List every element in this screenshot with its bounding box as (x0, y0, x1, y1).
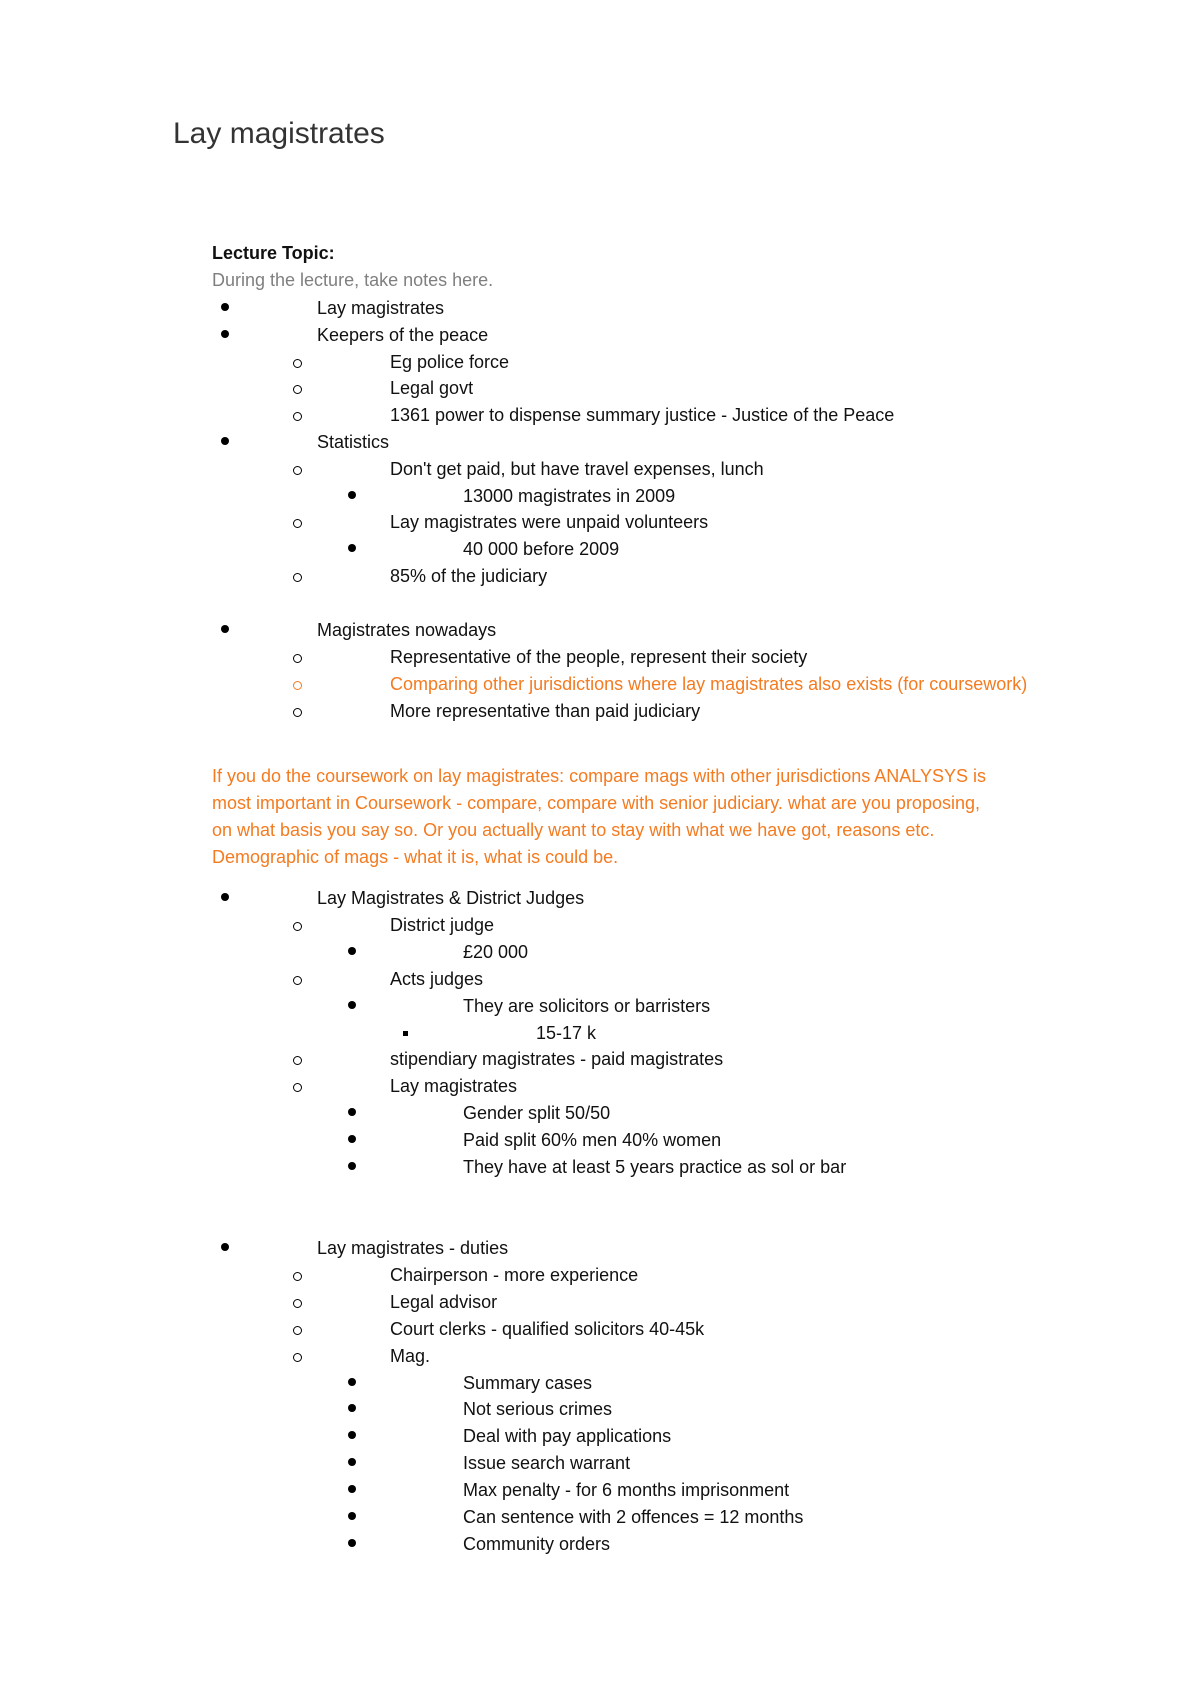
list-item (0, 295, 1200, 322)
list-item-text: Summary cases (463, 1373, 593, 1393)
list-item-text: Lay magistrates were unpaid volunteers (390, 512, 709, 532)
list-item (0, 1046, 1200, 1073)
list-item (0, 698, 1200, 725)
disc-bullet-icon (216, 322, 236, 349)
disc-bullet-icon (216, 885, 236, 912)
disc-bullet-icon (343, 1504, 363, 1531)
list-item-text: Paid split 60% men 40% women (463, 1130, 722, 1150)
list-item-text: Deal with pay applications (463, 1426, 672, 1446)
disc-bullet-icon (343, 536, 363, 563)
disc-bullet-icon (343, 1100, 363, 1127)
list-item-text: stipendiary magistrates - paid magistrates (390, 1049, 724, 1069)
circle-bullet-icon (289, 349, 309, 376)
disc-bullet-icon (343, 1477, 363, 1504)
list-item (0, 1289, 1200, 1316)
circle-bullet-icon (289, 1343, 309, 1370)
list-item (0, 375, 1200, 402)
list-item-text: 85% of the judiciary (390, 566, 548, 586)
circle-bullet-icon (289, 698, 309, 725)
circle-bullet-icon (289, 375, 309, 402)
coursework-note-line: most important in Coursework - compare, compare with senior judiciary. what are you proposing, (212, 793, 980, 813)
list-item (0, 1073, 1200, 1100)
circle-bullet-icon (289, 966, 309, 993)
list-item (0, 966, 1200, 993)
disc-bullet-icon (216, 1235, 236, 1262)
list-item (0, 1423, 1200, 1450)
list-item-text: Lay magistrates (317, 298, 445, 318)
list-item-text: They are solicitors or barristers (463, 996, 711, 1016)
circle-bullet-icon (289, 509, 309, 536)
square-bullet-icon (398, 1020, 418, 1047)
disc-bullet-icon (343, 483, 363, 510)
list-item-text: Mag. (390, 1346, 431, 1366)
list-item-text: Not serious crimes (463, 1399, 613, 1419)
list-item (0, 1450, 1200, 1477)
coursework-note (212, 763, 1112, 871)
circle-bullet-icon (289, 1289, 309, 1316)
disc-bullet-icon (216, 617, 236, 644)
lecture-topic-label: Lecture Topic: (212, 243, 335, 263)
list-item-text: District judge (390, 915, 495, 935)
circle-bullet-icon (289, 912, 309, 939)
list-item (0, 1477, 1200, 1504)
list-item (0, 912, 1200, 939)
disc-bullet-icon (343, 1450, 363, 1477)
circle-bullet-icon (289, 563, 309, 590)
list-item-text: Gender split 50/50 (463, 1103, 611, 1123)
list-item (0, 509, 1200, 536)
disc-bullet-icon (343, 1154, 363, 1181)
list-item-text: Community orders (463, 1534, 611, 1554)
list-item-text: Legal advisor (390, 1292, 498, 1312)
list-item (0, 939, 1200, 966)
coursework-note-line: on what basis you say so. Or you actually want to stay with what we have got, reasons etc. (212, 820, 935, 840)
page-title: Lay magistrates (173, 117, 385, 150)
list-item (0, 429, 1200, 456)
list-item (0, 1343, 1200, 1370)
list-item (0, 1100, 1200, 1127)
circle-bullet-icon (289, 402, 309, 429)
list-item-text: Lay magistrates (390, 1076, 518, 1096)
disc-bullet-icon (343, 939, 363, 966)
list-item (0, 1396, 1200, 1423)
list-item-text: More representative than paid judiciary (390, 701, 701, 721)
disc-bullet-icon (343, 1370, 363, 1397)
disc-bullet-icon (216, 429, 236, 456)
list-item (0, 993, 1200, 1020)
circle-bullet-icon (289, 1073, 309, 1100)
list-item-text: Lay Magistrates & District Judges (317, 888, 585, 908)
list-item-text: Issue search warrant (463, 1453, 631, 1473)
list-item (0, 671, 1200, 698)
list-item-text: Keepers of the peace (317, 325, 489, 345)
list-item-text: Acts judges (390, 969, 484, 989)
list-item (0, 1154, 1200, 1181)
list-item (0, 1531, 1200, 1558)
coursework-note-line: If you do the coursework on lay magistrates: compare mags with other jurisdictions ANALYSYS is (212, 766, 987, 786)
circle-bullet-icon (289, 671, 309, 698)
list-item-text: Chairperson - more experience (390, 1265, 639, 1285)
list-item-text: Can sentence with 2 offences = 12 months (463, 1507, 804, 1527)
list-item (0, 1127, 1200, 1154)
list-item-text: Don't get paid, but have travel expenses, lunch (390, 459, 764, 479)
notes-hint: During the lecture, take notes here. (212, 270, 494, 290)
list-item (0, 1262, 1200, 1289)
disc-bullet-icon (343, 1531, 363, 1558)
list-item (0, 1316, 1200, 1343)
list-item (0, 563, 1200, 590)
list-item-text: Comparing other jurisdictions where lay magistrates also exists (for coursework) (390, 674, 1028, 694)
list-item-text: Statistics (317, 432, 390, 452)
list-item-text: They have at least 5 years practice as sol or bar (463, 1157, 847, 1177)
list-item (0, 644, 1200, 671)
list-item-text: Court clerks - qualified solicitors 40-45k (390, 1319, 705, 1339)
circle-bullet-icon (289, 1046, 309, 1073)
list-item (0, 536, 1200, 563)
circle-bullet-icon (289, 644, 309, 671)
list-item-text: Eg police force (390, 352, 510, 372)
list-item-text: 15-17 k (536, 1023, 597, 1043)
list-item-text: Representative of the people, represent their society (390, 647, 808, 667)
list-item-text: Lay magistrates - duties (317, 1238, 509, 1258)
list-item (0, 1020, 1200, 1047)
list-item-text: 1361 power to dispense summary justice - Justice of the Peace (390, 405, 895, 425)
list-item (0, 885, 1200, 912)
circle-bullet-icon (289, 1316, 309, 1343)
list-item (0, 349, 1200, 376)
list-item (0, 322, 1200, 349)
list-item (0, 402, 1200, 429)
circle-bullet-icon (289, 1262, 309, 1289)
list-item-text: 13000 magistrates in 2009 (463, 486, 676, 506)
list-item-text: Magistrates nowadays (317, 620, 497, 640)
list-item-text: Max penalty - for 6 months imprisonment (463, 1480, 790, 1500)
disc-bullet-icon (343, 1396, 363, 1423)
list-item-text: 40 000 before 2009 (463, 539, 620, 559)
list-item (0, 617, 1200, 644)
list-item-text: £20 000 (463, 942, 529, 962)
list-item (0, 456, 1200, 483)
disc-bullet-icon (343, 1127, 363, 1154)
list-item (0, 1504, 1200, 1531)
disc-bullet-icon (343, 1423, 363, 1450)
disc-bullet-icon (216, 295, 236, 322)
list-item-text: Legal govt (390, 378, 474, 398)
circle-bullet-icon (289, 456, 309, 483)
list-item (0, 1370, 1200, 1397)
disc-bullet-icon (343, 993, 363, 1020)
list-item (0, 483, 1200, 510)
coursework-note-line: Demographic of mags - what it is, what is could be. (212, 847, 619, 867)
list-item (0, 1235, 1200, 1262)
